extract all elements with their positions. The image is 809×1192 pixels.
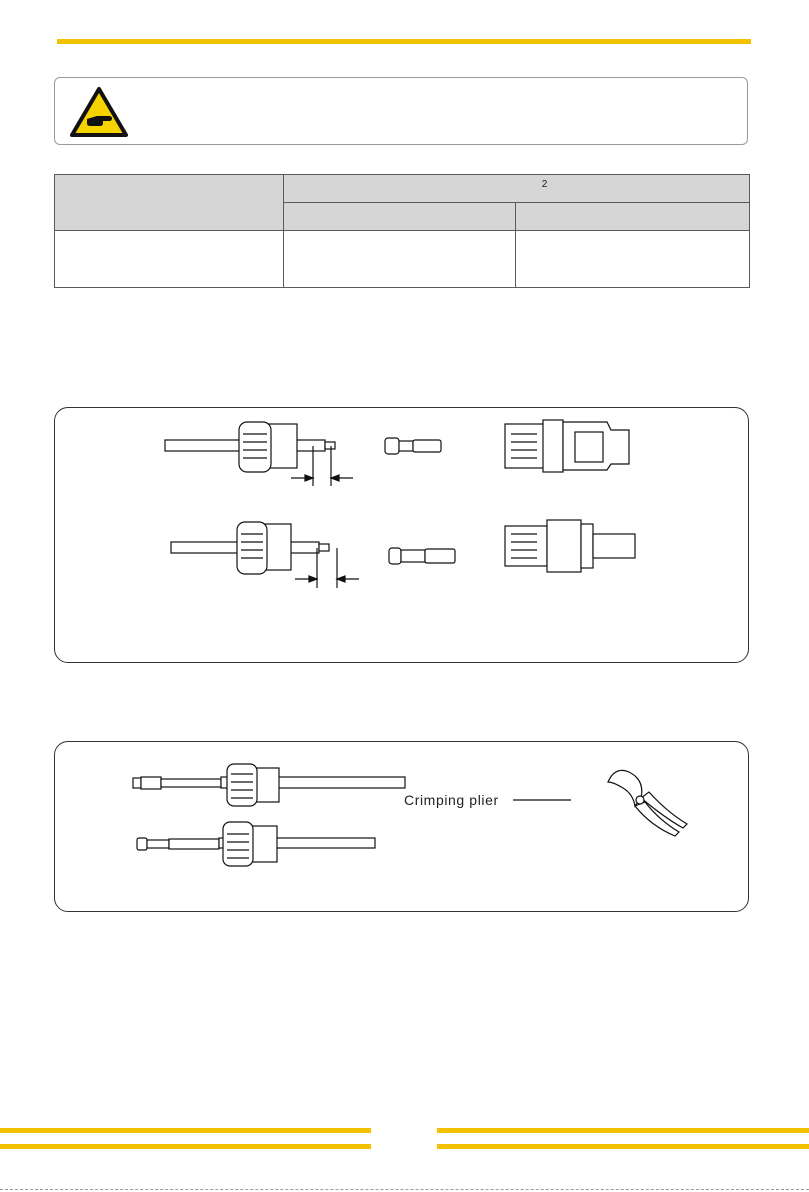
metal-contact-icon (389, 548, 455, 564)
strip-length-marker-icon (295, 548, 359, 588)
hand-pointing-warning-icon (69, 86, 129, 138)
connector-housing-icon (505, 520, 635, 572)
crimping-illustration (55, 742, 750, 913)
connector-parts-panel (54, 407, 749, 663)
crimping-plier-icon (608, 770, 687, 836)
footer-accent-bar (0, 1128, 371, 1133)
table-cell (516, 231, 750, 288)
footer-accent-bar (0, 1144, 371, 1149)
table-subheader-left (284, 203, 516, 231)
footer-accent-bar (437, 1128, 809, 1133)
table-subheader-right (516, 203, 750, 231)
note-box (54, 77, 748, 145)
metal-contact-icon (385, 438, 441, 454)
cable-spec-table (54, 174, 750, 288)
strip-length-marker-icon (291, 446, 353, 486)
table-cell (284, 231, 516, 288)
crimped-cable-icon (137, 822, 375, 866)
page-cut-line (0, 1189, 809, 1190)
table-header-top (284, 175, 750, 203)
superscript-two: 2 (541, 178, 548, 190)
table-cell (55, 231, 284, 288)
header-accent-bar (57, 39, 751, 44)
table-header-left (55, 175, 284, 231)
footer-accent-bar (437, 1144, 809, 1149)
crimped-cable-icon (133, 764, 405, 806)
crimping-panel (54, 741, 749, 912)
cable-with-nut-icon (171, 522, 329, 574)
cable-with-nut-icon (165, 422, 335, 472)
connector-housing-icon (505, 420, 629, 472)
connector-parts-illustration (55, 408, 750, 664)
crimping-plier-label: Crimping plier (404, 792, 499, 808)
